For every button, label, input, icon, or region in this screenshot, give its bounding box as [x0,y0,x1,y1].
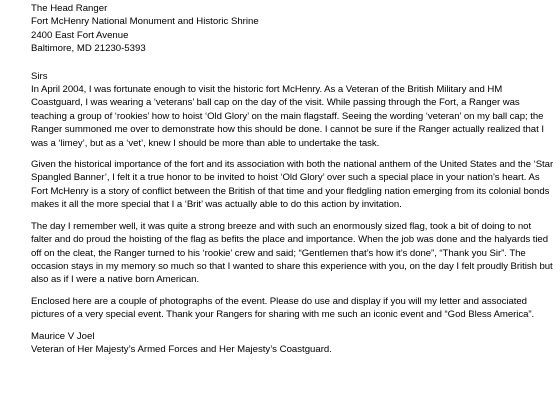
address-line-organization: Fort McHenry National Monument and Historic Shrine [31,16,259,28]
paragraph-history: Given the historical importance of the fort and its association with both the national anthem of the United States and the ‘Star Spangled Banner’, I felt it a true honor to be invited to hoist ‘Old Glory’ over such a special place in your nation’s heart. As Fort McHenry is a story of conflict between the British of that time and your fledgling nation emerging from its colonial bonds makes it all the more special that I a ‘Brit’ was actually able to do this action by invitation. [31,159,554,211]
address-line-city: Baltimore, MD 21230-5393 [31,43,146,55]
recipient-address [31,2,554,56]
paragraph-visit: In April 2004, I was fortunate enough to visit the historic fort McHenry. As a Veteran of the British Military and HM Coastguard, I was wearing a ‘veterans’ ball cap on the day of the visit. While passing through the Fort, a Ranger was teaching a group of ‘rookies’ how to hoist ‘Old Glory’ on the main flagstaff. Seeing the wording ‘veteran’ on my ball cap; the Ranger summoned me over to demonstrate how this should be done. I cannot be sure if the Ranger actually realized that I was a ‘limey’, but as a ‘vet’, knew I should be more than able to undertake the task. [31,84,544,149]
signature-title: Veteran of Her Majesty’s Armed Forces and Her Majesty’s Coastguard. [31,343,332,355]
signature-block [31,330,554,357]
address-line-street: 2400 East Fort Avenue [31,29,129,41]
paragraph-enclosure: Enclosed here are a couple of photographs of the event. Please do use and display if you will my letter and associated pictures of a very special event. Thank your Rangers for sharing with me such an iconic event and “God Bless America”. [31,295,535,321]
signature-name: Maurice V Joel [31,330,95,342]
address-line-recipient: The Head Ranger [31,3,108,14]
salutation: Sirs [31,70,48,82]
paragraph-hoisting: The day I remember well, it was quite a strong breeze and with such an enormously sized flag, took a bit of doing to not falter and do proud the hoisting of the flag as befits the place and importance. When the job was done and the halyards tied off on the cleat, the Ranger turned to his ‘rookie’ crew and said; “Gentlemen that’s how it’s done”, “Thank you Sir”. The occasion stays in my memory so much so that I wanted to share this experience with you, on the day I felt proudly British but also as if I were a native born American. [31,220,553,286]
